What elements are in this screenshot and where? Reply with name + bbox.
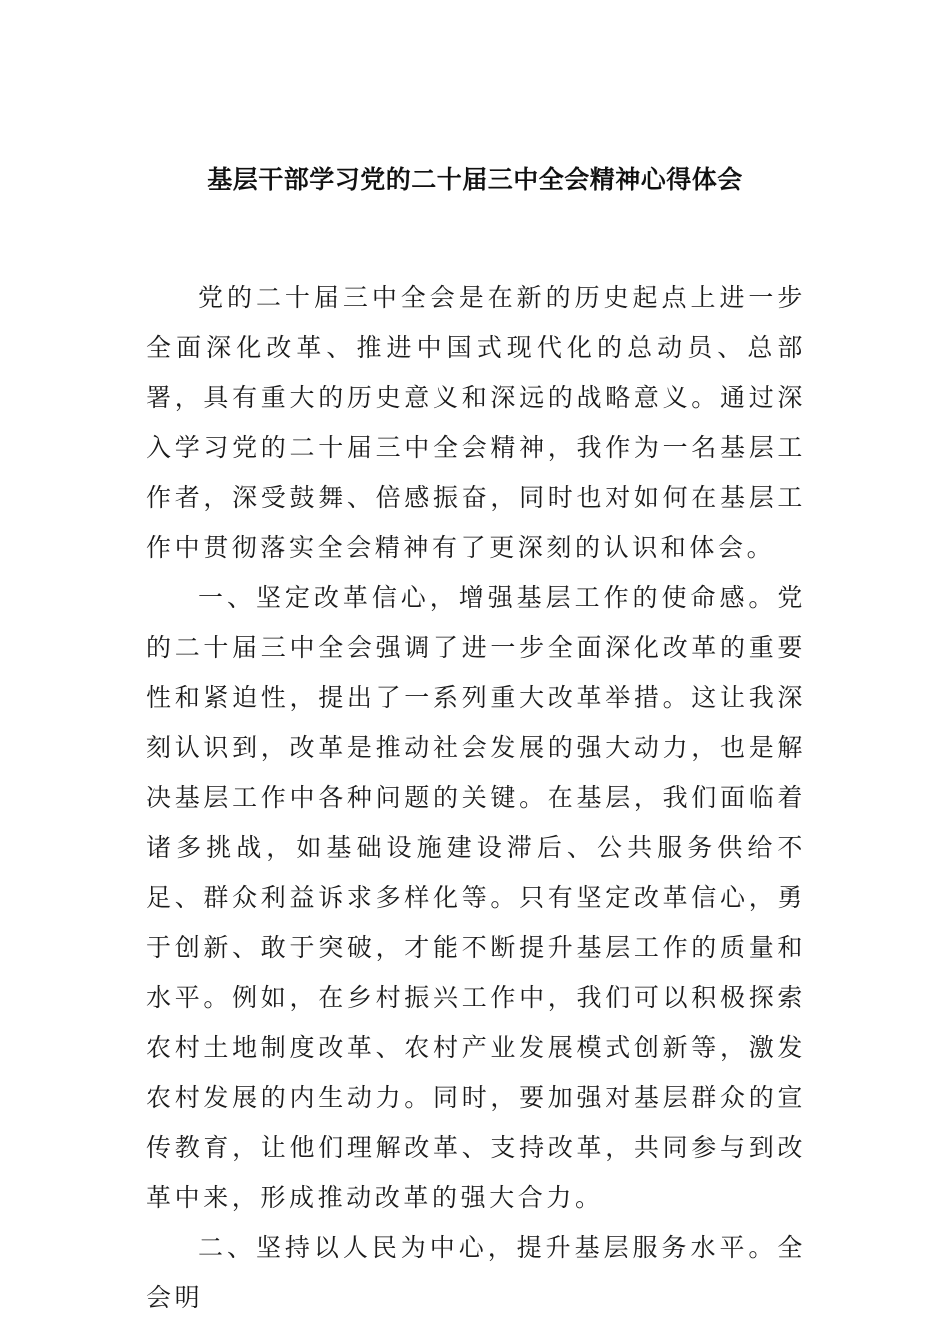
paragraph-section-one: 一、坚定改革信心，增强基层工作的使命感。党的二十届三中全会强调了进一步全面深化改革的重要性和紧迫性，提出了一系列重大改革举措。这让我深刻认识到，改革是推动社会发展的强大动力，也是解决基层工作中各种问题的关键。在基层，我们面临着诸多挑战，如基础设施建设滞后、公共服务供给不足、群众利益诉求多样化等。只有坚定改革信心，勇于创新、敢于突破，才能不断提升基层工作的质量和水平。例如，在乡村振兴工作中，我们可以积极探索农村土地制度改革、农村产业发展模式创新等，激发农村发展的内生动力。同时，要加强对基层群众的宣传教育，让他们理解改革、支持改革，共同参与到改革中来，形成推动改革的强大合力。 (146, 583, 806, 1212)
document-body (146, 273, 806, 1323)
paragraph-section-two: 二、坚持以人民为中心，提升基层服务水平。全会明 (146, 1233, 806, 1312)
paragraph-intro: 党的二十届三中全会是在新的历史起点上进一步全面深化改革、推进中国式现代化的总动员、总部署，具有重大的历史意义和深远的战略意义。通过深入学习党的二十届三中全会精神，我作为一名基层工作者，深受鼓舞、倍感振奋，同时也对如何在基层工作中贯彻落实全会精神有了更深刻的认识和体会。 (146, 283, 806, 562)
document-title: 基层干部学习党的二十届三中全会精神心得体会 (207, 165, 743, 194)
